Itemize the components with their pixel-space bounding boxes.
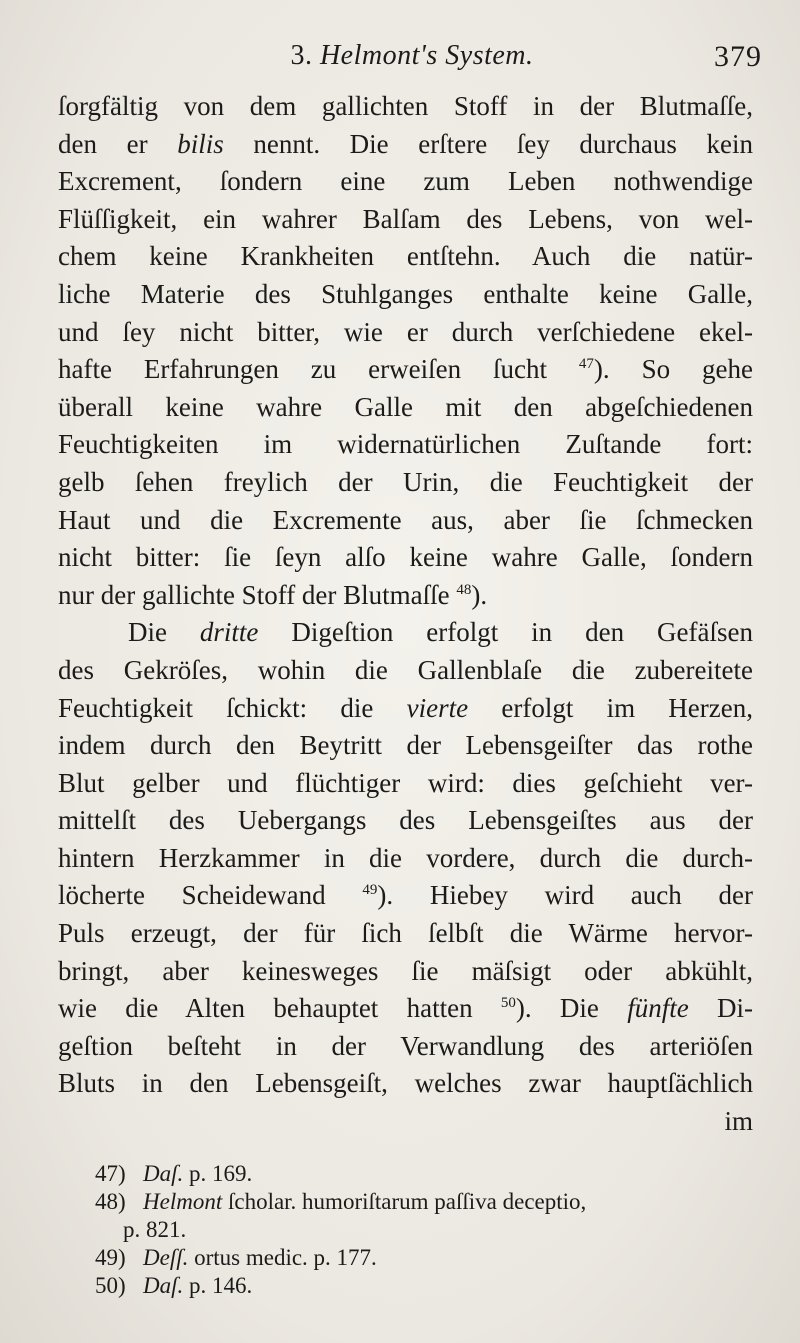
text-line: den er bilis nennt. Die erſtere ſey durchaus kein [58,128,754,159]
footnote-text: Helmont ſcholar. humoriſtarum paſſiva deceptio, [143,1189,587,1214]
text-line: mittelſt des Uebergangs des Lebensgeiſtes aus der [58,805,753,836]
footnote [95,1188,755,1216]
text-line: Flüſſigkeit, ein wahrer Balſam des Lebens, von wel- [58,203,753,234]
text-line: Feuchtigkeit ſchickt: die vierte erfolgt im Herzen, [58,692,753,723]
text-line: indem durch den Beytritt der Lebensgeiſter das rothe [58,730,753,761]
text-line: bringt, aber keinesweges ſie mäſsigt oder abkühlt, [58,955,753,986]
text-line: nur der gallichte Stoff der Blutmaſſe $^{48}$). [58,579,488,610]
text-line: gelb ſehen freylich der Urin, die Feuchtigkeit der [58,466,753,497]
chapter-number: 3. [290,40,313,71]
text-line: Puls erzeugt, der für ſich ſelbſt die Wärme hervor- [58,918,753,949]
text-line: nicht bitter: ſie ſeyn alſo keine wahre Galle, ſondern [58,542,753,573]
footnote-number: 48) [95,1189,126,1214]
text-line: Blut gelber und flüchtiger wird: dies geſchieht ver- [58,767,753,798]
footnote-text: Deſſ. ortus medic. p. 177. [143,1245,377,1270]
text-line: Excrement, ſondern eine zum Leben nothwendige [58,166,753,197]
footnote-text: Daſ. p. 146. [143,1273,253,1298]
text-line: im [724,1106,753,1137]
text-line: geſtion beſteht in der Verwandlung des arteriöſen [58,1030,753,1061]
text-line: liche Materie des Stuhlganges enthalte keine Galle, [58,278,753,309]
footnote [95,1272,755,1300]
footnote [95,1216,755,1244]
footnote-number: 50) [95,1273,126,1298]
footnote-text: p. 821. [123,1217,187,1242]
text-line: wie die Alten behauptet hatten $^{50}$). Die fünfte Di- [58,993,753,1024]
text-line: Die dritte Digeſtion erfolgt in den Gefäſsen [128,617,753,648]
text-line: löcherte Scheidewand $^{49}$). Hiebey wird auch der [58,880,753,911]
footnotes [95,1160,755,1300]
text-line: hafte Erfahrungen zu erweiſen ſucht $^{47}$). So gehe [58,354,753,385]
text-line: Bluts in den Lebensgeiſt, welches zwar hauptſächlich [58,1068,753,1099]
page-header [62,38,762,78]
chapter-title: Helmont's System. [319,40,534,71]
text-line: Feuchtigkeiten im widernatürlichen Zuſtande fort: [58,429,753,460]
footnote-number: 49) [95,1245,126,1270]
running-title [62,40,762,72]
text-line: chem keine Krankheiten entſtehn. Auch die natür- [58,241,753,272]
text-line: des Gekröſes, wohin die Gallenblaſe die zubereitete [58,654,753,685]
text-line: Haut und die Excremente aus, aber ſie ſchmecken [58,504,753,535]
footnote [95,1244,755,1272]
page-number: 379 [714,40,762,73]
text-line: und ſey nicht bitter, wie er durch verſchiedene ekel- [58,316,753,347]
footnote-text: Daſ. p. 169. [143,1161,253,1186]
text-line: überall keine wahre Galle mit den abgeſchiedenen [58,391,753,422]
body-text [58,88,753,1141]
text-line: ſorgfältig von dem gallichten Stoff in der Blutmaſſe, [58,91,753,121]
footnote [95,1160,755,1188]
text-line: hintern Herzkammer in die vordere, durch die durch- [58,842,753,873]
footnote-number: 47) [95,1161,126,1186]
